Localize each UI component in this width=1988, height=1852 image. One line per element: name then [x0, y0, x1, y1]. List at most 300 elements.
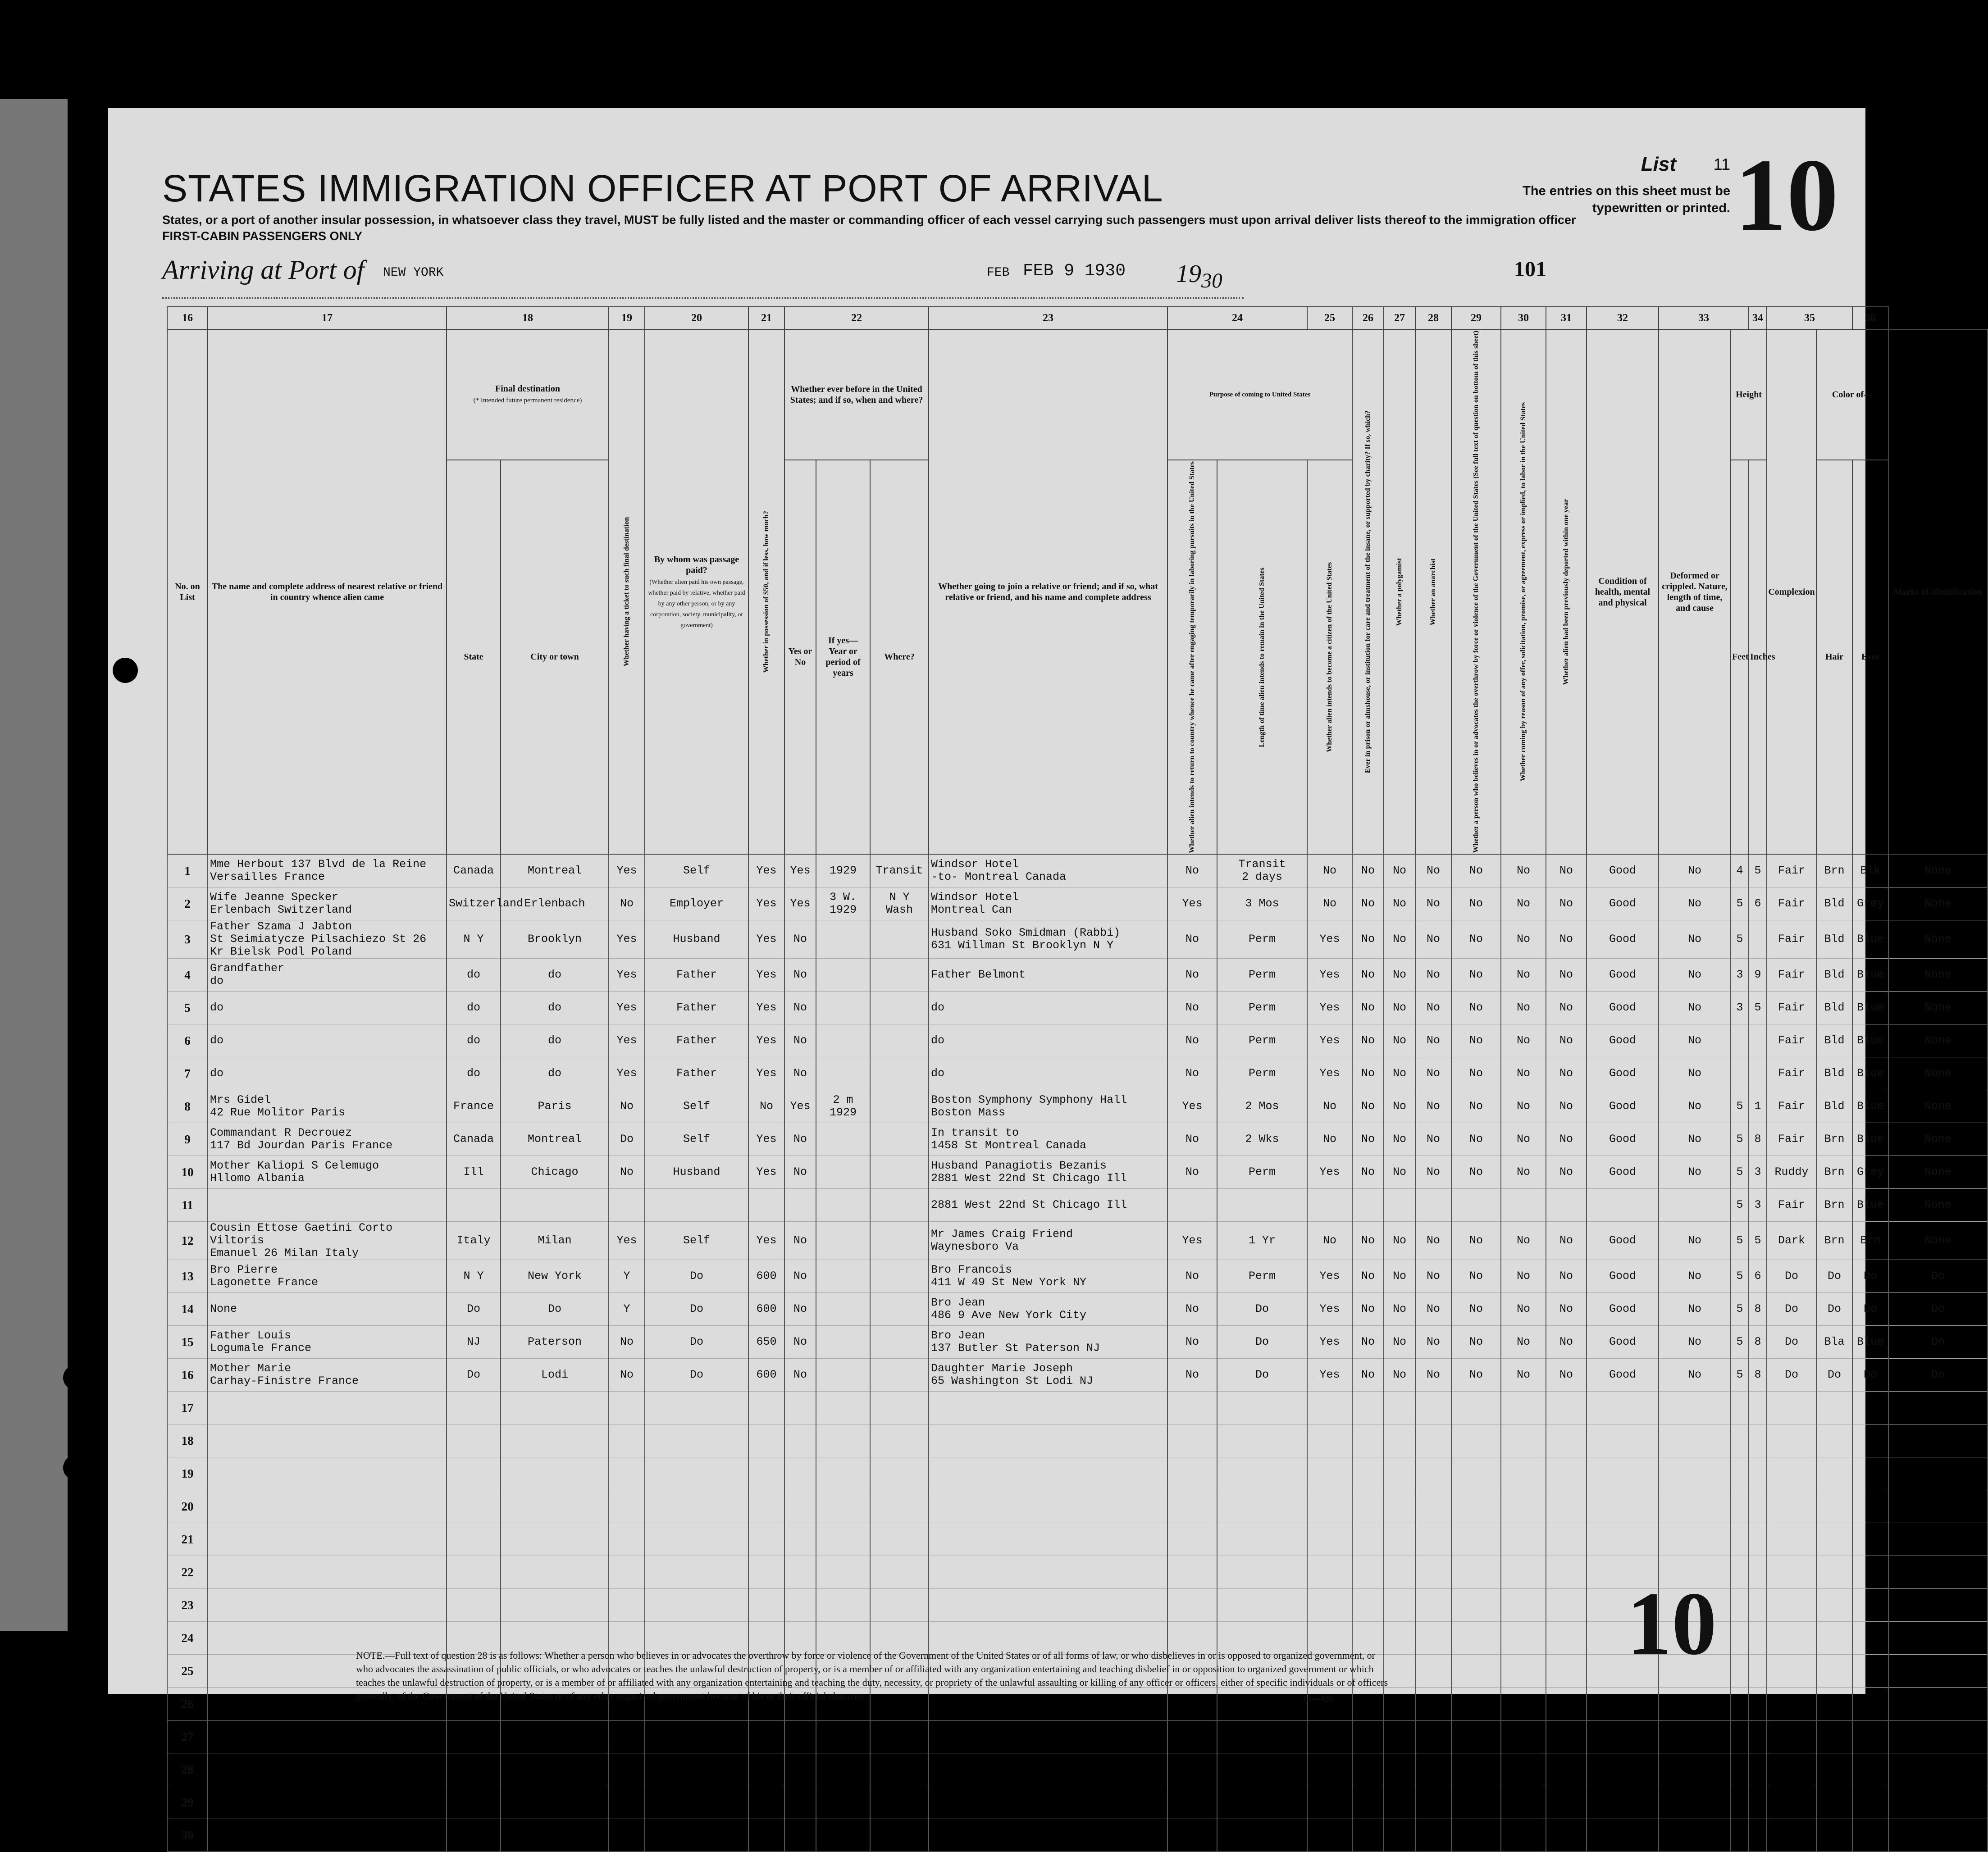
cell-q30: No: [1546, 1156, 1587, 1189]
cell-city: do: [501, 959, 609, 992]
cell-no: 6: [167, 1024, 208, 1057]
cell-empty: [1352, 1523, 1384, 1556]
cell-years: 2 m 1929: [816, 1090, 870, 1123]
cell-empty: [1451, 1688, 1501, 1720]
cell-empty: [1384, 1457, 1415, 1490]
cell-empty: [1816, 1424, 1852, 1457]
cell-empty: [1501, 1523, 1546, 1556]
col-num-35: 35: [1767, 307, 1852, 329]
cell-empty: [609, 1490, 645, 1523]
cell-empty: [447, 1819, 501, 1852]
cell-empty: [1352, 1556, 1384, 1589]
cell-empty: [609, 1753, 645, 1786]
binder-hole: [68, 360, 93, 386]
cell-p2: 2 Wks: [1217, 1123, 1307, 1156]
cell-deformed: [1659, 1189, 1731, 1222]
cell-empty: [1659, 1688, 1731, 1720]
adjacent-page-edge: [0, 99, 68, 1631]
cell-state: Do: [447, 1359, 501, 1392]
header-final-destination: [447, 329, 609, 460]
cell-empty: [1731, 1753, 1749, 1786]
cell-no: 29: [167, 1786, 208, 1819]
cell-paid: Father: [645, 992, 748, 1024]
cell-marks: None: [1888, 1156, 1988, 1189]
cell-empty: [1384, 1720, 1415, 1753]
cell-years: [816, 1326, 870, 1359]
cell-q27: No: [1415, 887, 1451, 920]
manifest-sheet: [108, 108, 1983, 1843]
cell-q30: No: [1546, 1359, 1587, 1392]
cell-where: [870, 1090, 929, 1123]
cell-p2: Do: [1217, 1359, 1307, 1392]
cell-empty: [1217, 1457, 1307, 1490]
cell-empty: [1384, 1819, 1415, 1852]
cell-where: [870, 992, 929, 1024]
year-field: [1176, 259, 1222, 293]
cell-in: 6: [1749, 887, 1767, 920]
cell-q30: No: [1546, 1090, 1587, 1123]
cell-empty: [870, 1490, 929, 1523]
cell-health: Good: [1587, 854, 1659, 887]
cell-deformed: No: [1659, 920, 1731, 959]
list-value: 11: [1713, 155, 1730, 173]
cell-empty: [1659, 1457, 1731, 1490]
cell-join: do: [929, 992, 1167, 1024]
cell-empty: [1731, 1424, 1749, 1457]
cell-deformed: No: [1659, 854, 1731, 887]
cell-comp: Fair: [1767, 959, 1816, 992]
cell-marks: Do: [1888, 1326, 1988, 1359]
cell-join: Bro Jean 486 9 Ave New York City: [929, 1293, 1167, 1326]
cell-ticket: No: [609, 1090, 645, 1123]
cell-p2: Perm: [1217, 920, 1307, 959]
date-stamp: FEB 9 1930: [1023, 261, 1126, 281]
cell-no: 28: [167, 1753, 208, 1786]
cell-q30: No: [1546, 959, 1587, 992]
cell-p2: Perm: [1217, 1260, 1307, 1293]
cell-empty: [1352, 1589, 1384, 1622]
cell-comp: Fair: [1767, 920, 1816, 959]
cell-q25: No: [1352, 1024, 1384, 1057]
cell-comp: Fair: [1767, 887, 1816, 920]
page-subtitle: [162, 212, 1627, 244]
cell-comp: Do: [1767, 1260, 1816, 1293]
cell-no: 19: [167, 1457, 208, 1490]
header-deformed: Deformed or crippled. Nature, length of time, and cause: [1659, 329, 1731, 854]
year-suffix: 30: [1201, 269, 1222, 293]
table-row: [167, 1786, 1988, 1819]
cell-empty: [609, 1392, 645, 1424]
cell-empty: [1415, 1556, 1451, 1589]
cell-ft: 5: [1731, 1090, 1749, 1123]
cell-ft: 5: [1731, 1359, 1749, 1392]
cell-empty: [748, 1523, 784, 1556]
cell-empty: [1587, 1720, 1659, 1753]
cell-q30: No: [1546, 1326, 1587, 1359]
footnote-q28: NOTE.—Full text of question 28 is as follows: Whether a person who believes in or advocates the overthrow by force or violence of the Government of the United States or of all forms of law, or who disbelieves in or is opposed to organized government, or who advocates the assassination of public officials, or who advocates or teaches the unlawful destruction of property, or is a member of or affiliated with any organization entertaining and teaching disbelief in or opposition to organized government or which teaches the unlawful destruction of property, or is a member of or affiliated with any organization entertaining and teaching the duty, necessity, or propriety of the unlawful assaulting or killing of any officer or officers, either of specific individuals or of officers generally, of the Government of the United States or of any other organized government because of his or their official character.: [356, 1650, 1388, 1702]
cell-empty: [645, 1720, 748, 1753]
cell-fifty: [748, 1189, 784, 1222]
cell-fifty: Yes: [748, 1123, 784, 1156]
cell-eyes: Blue: [1852, 1189, 1888, 1222]
cell-empty: [1501, 1786, 1546, 1819]
cell-empty: [1749, 1523, 1767, 1556]
cell-empty: [870, 1457, 929, 1490]
cell-join: Bro Francois 411 W 49 St New York NY: [929, 1260, 1167, 1293]
cell-deformed: No: [1659, 1359, 1731, 1392]
arriving-label: Arriving at Port of: [162, 255, 365, 285]
cell-q27: No: [1415, 1024, 1451, 1057]
cell-empty: [1451, 1786, 1501, 1819]
sheet-number: 101: [1514, 257, 1546, 281]
cell-years: [816, 959, 870, 992]
cell-comp: Do: [1767, 1359, 1816, 1392]
cell-empty: [1888, 1819, 1988, 1852]
cell-empty: [929, 1424, 1167, 1457]
cell-empty: [1767, 1523, 1816, 1556]
cell-p2: Perm: [1217, 992, 1307, 1024]
cell-empty: [1587, 1786, 1659, 1819]
cell-q27: No: [1415, 1293, 1451, 1326]
cell-years: [816, 1260, 870, 1293]
cell-empty: [929, 1556, 1167, 1589]
table-row: [167, 992, 1988, 1024]
cell-empty: [1501, 1720, 1546, 1753]
header-anarchist: Whether an anarchist: [1415, 329, 1451, 854]
cell-empty: [447, 1424, 501, 1457]
cell-q27: [1415, 1189, 1451, 1222]
cell-empty: [1888, 1688, 1988, 1720]
cell-empty: [1352, 1457, 1384, 1490]
cell-state: do: [447, 992, 501, 1024]
cell-paid: Employer: [645, 887, 748, 920]
cell-p2: 1 Yr: [1217, 1222, 1307, 1260]
cell-empty: [208, 1753, 447, 1786]
cell-comp: Fair: [1767, 1189, 1816, 1222]
cell-empty: [447, 1457, 501, 1490]
cell-in: 3: [1749, 1189, 1767, 1222]
cell-join: Father Belmont: [929, 959, 1167, 992]
cell-health: Good: [1587, 1123, 1659, 1156]
cell-empty: [816, 1819, 870, 1852]
cell-years: [816, 992, 870, 1024]
cell-q30: No: [1546, 1222, 1587, 1260]
cell-empty: [1888, 1523, 1988, 1556]
cell-state: Ill: [447, 1156, 501, 1189]
cell-empty: [1167, 1424, 1217, 1457]
cell-ft: 4: [1731, 854, 1749, 887]
cell-empty: [870, 1556, 929, 1589]
binder-hole: [68, 288, 93, 314]
cell-empty: [1852, 1523, 1888, 1556]
cell-empty: [1546, 1786, 1587, 1819]
cell-paid: [645, 1189, 748, 1222]
cell-p3: Yes: [1307, 1057, 1352, 1090]
cell-no: 4: [167, 959, 208, 992]
cell-empty: [1501, 1819, 1546, 1852]
cell-empty: [816, 1786, 870, 1819]
cell-empty: [501, 1424, 609, 1457]
cell-p3: No: [1307, 887, 1352, 920]
cell-marks: None: [1888, 992, 1988, 1024]
cell-join: do: [929, 1024, 1167, 1057]
cell-hair: Bla: [1816, 1326, 1852, 1359]
cell-marks: None: [1888, 959, 1988, 992]
cell-years: [816, 1024, 870, 1057]
cell-join: Daughter Marie Joseph 65 Washington St Lodi NJ: [929, 1359, 1167, 1392]
table-row: [167, 887, 1988, 920]
cell-empty: [1384, 1523, 1415, 1556]
cell-marks: Do: [1888, 1293, 1988, 1326]
header-q29: Whether coming by reason of any offer, solicitation, promise, or agreement, express or implied, to labor in the United States: [1501, 329, 1546, 854]
cell-empty: [1307, 1720, 1352, 1753]
col-num-32: 32: [1587, 307, 1659, 329]
cell-empty: [1501, 1424, 1546, 1457]
cell-p1: No: [1167, 992, 1217, 1024]
cell-before: Yes: [784, 1090, 816, 1123]
table-row: [167, 1090, 1988, 1123]
cell-empty: [645, 1523, 748, 1556]
table-row: [167, 1123, 1988, 1156]
cell-empty: [1749, 1589, 1767, 1622]
cell-empty: [501, 1819, 609, 1852]
typewritten-note: The entries on this sheet must be typewritten or printed.: [1523, 184, 1730, 215]
cell-q30: No: [1546, 1057, 1587, 1090]
cell-q26: No: [1384, 959, 1415, 992]
cell-empty: [447, 1490, 501, 1523]
cell-empty: [1659, 1523, 1731, 1556]
col-num-16: 16: [167, 307, 208, 329]
cell-deformed: No: [1659, 1260, 1731, 1293]
cell-ft: 5: [1731, 887, 1749, 920]
cell-empty: [609, 1720, 645, 1753]
cell-q28: No: [1451, 1024, 1501, 1057]
cell-empty: [208, 1720, 447, 1753]
cell-q28: No: [1451, 959, 1501, 992]
cell-health: Good: [1587, 1260, 1659, 1293]
cell-where: [870, 959, 929, 992]
cell-empty: [1587, 1688, 1659, 1720]
cell-p3: Yes: [1307, 1260, 1352, 1293]
cell-fifty: Yes: [748, 992, 784, 1024]
cell-empty: [1888, 1589, 1988, 1622]
subtitle-line-2: FIRST-CABIN PASSENGERS ONLY: [162, 229, 363, 243]
cell-empty: [1501, 1490, 1546, 1523]
cell-rel: [208, 1189, 447, 1222]
cell-comp: Fair: [1767, 1123, 1816, 1156]
cell-empty: [1546, 1424, 1587, 1457]
cell-city: Do: [501, 1293, 609, 1326]
cell-state: NJ: [447, 1326, 501, 1359]
cell-ft: [1731, 1057, 1749, 1090]
header-q30: Whether alien had been previously deported within one year: [1546, 329, 1587, 854]
cell-p3: Yes: [1307, 1293, 1352, 1326]
cell-empty: [1816, 1720, 1852, 1753]
cell-eyes: Do: [1852, 1260, 1888, 1293]
table-row: [167, 959, 1988, 992]
cell-paid: Do: [645, 1326, 748, 1359]
cell-eyes: Blue: [1852, 1123, 1888, 1156]
cell-q29: No: [1501, 1359, 1546, 1392]
cell-rel: do: [208, 1024, 447, 1057]
cell-years: [816, 1222, 870, 1260]
cell-q29: No: [1501, 1090, 1546, 1123]
cell-fifty: Yes: [748, 920, 784, 959]
cell-empty: [1501, 1457, 1546, 1490]
cell-empty: [1384, 1589, 1415, 1622]
binder-hole: [68, 428, 93, 453]
cell-empty: [1352, 1490, 1384, 1523]
cell-empty: [1546, 1490, 1587, 1523]
cell-deformed: No: [1659, 992, 1731, 1024]
cell-no: 3: [167, 920, 208, 959]
col-num-22: 22: [784, 307, 929, 329]
cell-where: [870, 1326, 929, 1359]
cell-ticket: No: [609, 1359, 645, 1392]
cell-q26: No: [1384, 1359, 1415, 1392]
cell-ticket: No: [609, 1156, 645, 1189]
cell-empty: [1307, 1589, 1352, 1622]
cell-empty: [1307, 1753, 1352, 1786]
cell-empty: [1546, 1655, 1587, 1688]
cell-join: do: [929, 1057, 1167, 1090]
cell-state: do: [447, 1057, 501, 1090]
cell-deformed: No: [1659, 1057, 1731, 1090]
cell-eyes: Brn: [1852, 1222, 1888, 1260]
cell-eyes: Do: [1852, 1293, 1888, 1326]
cell-empty: [447, 1556, 501, 1589]
cell-q27: No: [1415, 1222, 1451, 1260]
cell-empty: [1167, 1392, 1217, 1424]
cell-empty: [1451, 1457, 1501, 1490]
cell-eyes: Grey: [1852, 1156, 1888, 1189]
cell-rel: Bro Pierre Lagonette France: [208, 1260, 447, 1293]
header-joining: Whether going to join a relative or friend; and if so, what relative or friend, and his name and complete address: [929, 329, 1167, 854]
cell-q27: No: [1415, 1260, 1451, 1293]
cell-empty: [1546, 1753, 1587, 1786]
cell-empty: [1852, 1424, 1888, 1457]
cell-p2: 2 Mos: [1217, 1090, 1307, 1123]
cell-empty: [645, 1490, 748, 1523]
cell-empty: [748, 1490, 784, 1523]
header-marks: Marks of identification: [1888, 329, 1988, 854]
cell-empty: [447, 1523, 501, 1556]
cell-p1: No: [1167, 1326, 1217, 1359]
cell-empty: [1415, 1457, 1451, 1490]
cell-p1: [1167, 1189, 1217, 1222]
cell-where: [870, 1359, 929, 1392]
cell-empty: [816, 1424, 870, 1457]
cell-in: 8: [1749, 1123, 1767, 1156]
cell-before: Yes: [784, 887, 816, 920]
cell-empty: [1888, 1424, 1988, 1457]
cell-hair: Bld: [1816, 1024, 1852, 1057]
cell-empty: [748, 1720, 784, 1753]
cell-rel: do: [208, 992, 447, 1024]
cell-empty: [609, 1819, 645, 1852]
cell-fifty: Yes: [748, 887, 784, 920]
cell-q26: No: [1384, 887, 1415, 920]
table-row: [167, 854, 1988, 887]
cell-q25: No: [1352, 1156, 1384, 1189]
col-num-25: 25: [1307, 307, 1352, 329]
cell-empty: [1451, 1523, 1501, 1556]
cell-before: No: [784, 959, 816, 992]
cell-paid: Self: [645, 1090, 748, 1123]
cell-no: 18: [167, 1424, 208, 1457]
cell-empty: [1767, 1786, 1816, 1819]
cell-empty: [784, 1819, 816, 1852]
cell-no: 26: [167, 1688, 208, 1720]
port-name: NEW YORK: [383, 266, 444, 280]
cell-paid: Husband: [645, 1156, 748, 1189]
cell-empty: [609, 1786, 645, 1819]
cell-state: do: [447, 959, 501, 992]
cell-health: Good: [1587, 1222, 1659, 1260]
header-city: City or town: [501, 460, 609, 855]
cell-no: 20: [167, 1490, 208, 1523]
header-prison: Ever in prison or almshouse, or institution for care and treatment of the insane, or supported by charity? If so, which?: [1352, 329, 1384, 854]
cell-empty: [1731, 1556, 1749, 1589]
cell-ft: 5: [1731, 1326, 1749, 1359]
cell-empty: [1415, 1786, 1451, 1819]
cell-before: No: [784, 1326, 816, 1359]
cell-empty: [748, 1457, 784, 1490]
cell-empty: [1167, 1819, 1217, 1852]
cell-empty: [1749, 1753, 1767, 1786]
cell-empty: [929, 1589, 1167, 1622]
cell-q29: No: [1501, 1024, 1546, 1057]
cell-empty: [1217, 1589, 1307, 1622]
cell-fifty: 650: [748, 1326, 784, 1359]
cell-join: In transit to 1458 St Montreal Canada: [929, 1123, 1167, 1156]
cell-eyes: Blue: [1852, 1326, 1888, 1359]
cell-join: Windsor Hotel Montreal Can: [929, 887, 1167, 920]
cell-empty: [1451, 1753, 1501, 1786]
cell-empty: [1749, 1622, 1767, 1655]
cell-years: [816, 1293, 870, 1326]
cell-in: 5: [1749, 992, 1767, 1024]
cell-empty: [870, 1589, 929, 1622]
cell-empty: [1501, 1589, 1546, 1622]
cell-empty: [1767, 1720, 1816, 1753]
cell-empty: [501, 1753, 609, 1786]
cell-deformed: No: [1659, 1222, 1731, 1260]
cell-rel: do: [208, 1057, 447, 1090]
cell-eyes: Blue: [1852, 992, 1888, 1024]
cell-empty: [447, 1786, 501, 1819]
cell-q29: No: [1501, 920, 1546, 959]
cell-q25: [1352, 1189, 1384, 1222]
cell-q25: No: [1352, 1222, 1384, 1260]
cell-empty: [748, 1753, 784, 1786]
cell-q26: No: [1384, 1156, 1415, 1189]
cell-empty: [1167, 1523, 1217, 1556]
cell-empty: [1816, 1523, 1852, 1556]
cell-empty: [816, 1523, 870, 1556]
table-row: [167, 1359, 1988, 1392]
cell-q29: No: [1501, 854, 1546, 887]
cell-empty: [1501, 1655, 1546, 1688]
cell-empty: [1352, 1392, 1384, 1424]
cell-empty: [748, 1424, 784, 1457]
cell-empty: [1767, 1688, 1816, 1720]
cell-state: [447, 1189, 501, 1222]
cell-empty: [501, 1392, 609, 1424]
cell-empty: [784, 1720, 816, 1753]
cell-q30: No: [1546, 1024, 1587, 1057]
cell-empty: [1767, 1819, 1816, 1852]
